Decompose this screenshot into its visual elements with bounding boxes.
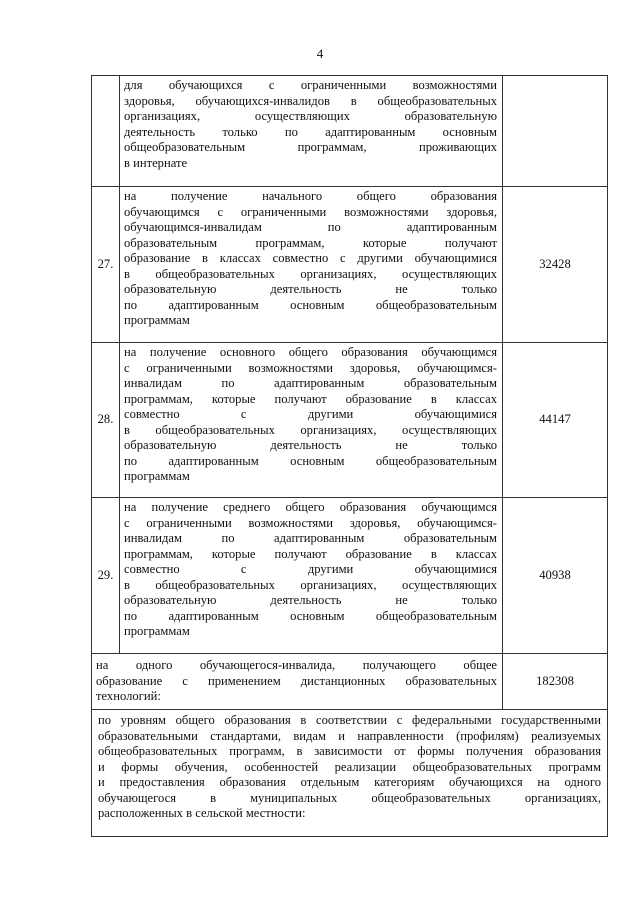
table-row: [92, 710, 608, 837]
text-line: образовательную деятельность не только: [124, 282, 497, 296]
text-line: программам, которые получают образование в классах: [124, 546, 497, 561]
text-line: для обучающихся с ограниченными возможностями: [124, 78, 497, 92]
row-number: 29.: [92, 498, 120, 654]
text-line: в общеобразовательных организациях, осуществляющих: [124, 266, 497, 281]
text-line: технологий:: [96, 689, 161, 704]
text-line: программам: [124, 313, 190, 327]
row-description: [120, 187, 503, 343]
table-row: [92, 343, 608, 498]
row-description: [92, 710, 608, 837]
table-row: [92, 654, 608, 710]
table-row: [92, 187, 608, 343]
text-line: образовательными стандартами, видам и направленности (профилям) реализуемых: [98, 728, 601, 743]
text-line: общеобразовательных программ, в зависимости от формы получения образования: [98, 744, 601, 758]
row-number: 28.: [92, 343, 120, 498]
text-line: деятельность только по адаптированным основным: [124, 124, 497, 139]
text-line: обучающимся с ограниченными возможностями здоровья,: [124, 204, 497, 219]
text-line: обучающимся-инвалидам по адаптированным: [124, 220, 497, 234]
row-description: [92, 654, 503, 710]
text-line: обучающегося в муниципальных общеобразовательных организациях,: [98, 790, 601, 805]
text-line: общеобразовательным программам, проживающих: [124, 140, 497, 154]
text-line: программам: [124, 624, 190, 638]
text-line: инвалидам по адаптированным образовательным: [124, 531, 497, 545]
text-line: с ограниченными возможностями здоровья, обучающимся-: [124, 515, 497, 530]
row-value: 44147: [503, 343, 608, 498]
row-description: [120, 343, 503, 498]
text-line: образовательную деятельность не только: [124, 438, 497, 452]
row-value: 182308: [503, 654, 608, 710]
text-line: по уровням общего образования в соответствии с федеральными государственными: [98, 713, 601, 727]
row-value: 32428: [503, 187, 608, 343]
row-number: 27.: [92, 187, 120, 343]
text-line: образование с применением дистанционных образовательных: [96, 673, 497, 688]
norms-table: [91, 75, 608, 837]
table-row: [92, 76, 608, 187]
table-row: [92, 498, 608, 654]
text-line: на получение начального общего образования: [124, 189, 497, 203]
row-description: [120, 76, 503, 187]
text-line: с ограниченными возможностями здоровья, обучающимся-: [124, 360, 497, 375]
row-description: [120, 498, 503, 654]
row-number: [92, 76, 120, 187]
text-line: по адаптированным основным общеобразовательным: [124, 608, 497, 623]
text-line: совместно с другими обучающимися: [124, 407, 497, 421]
text-line: здоровья, обучающихся-инвалидов в общеобразовательных: [124, 93, 497, 108]
text-line: образовательным программам, которые получают: [124, 235, 497, 250]
text-line: совместно с другими обучающимися: [124, 562, 497, 576]
text-line: по адаптированным основным общеобразовательным: [124, 453, 497, 468]
text-line: на получение основного общего образования обучающимся: [124, 345, 497, 359]
text-line: в интернате: [124, 155, 188, 170]
text-line: расположенных в сельской местности:: [98, 806, 306, 820]
text-line: образование в классах совместно с другими обучающимися: [124, 251, 497, 265]
text-line: программам, которые получают образование в классах: [124, 391, 497, 406]
text-line: организациях, осуществляющих образовательную: [124, 109, 497, 123]
text-line: и формы обучения, особенностей реализации общеобразовательных программ: [98, 759, 601, 774]
row-value: 40938: [503, 498, 608, 654]
text-line: в общеобразовательных организациях, осуществляющих: [124, 422, 497, 437]
text-line: программам: [124, 469, 190, 483]
text-line: в общеобразовательных организациях, осуществляющих: [124, 577, 497, 592]
text-line: на одного обучающегося-инвалида, получающего общее: [96, 658, 497, 673]
text-line: образовательную деятельность не только: [124, 593, 497, 607]
text-line: инвалидам по адаптированным образовательным: [124, 376, 497, 390]
text-line: по адаптированным основным общеобразовательным: [124, 297, 497, 312]
page-number: 4: [316, 46, 324, 61]
text-line: и предоставления образования отдельным категориям обучающихся на одного: [98, 775, 601, 789]
row-value: [503, 76, 608, 187]
text-line: на получение среднего общего образования обучающимся: [124, 500, 497, 514]
